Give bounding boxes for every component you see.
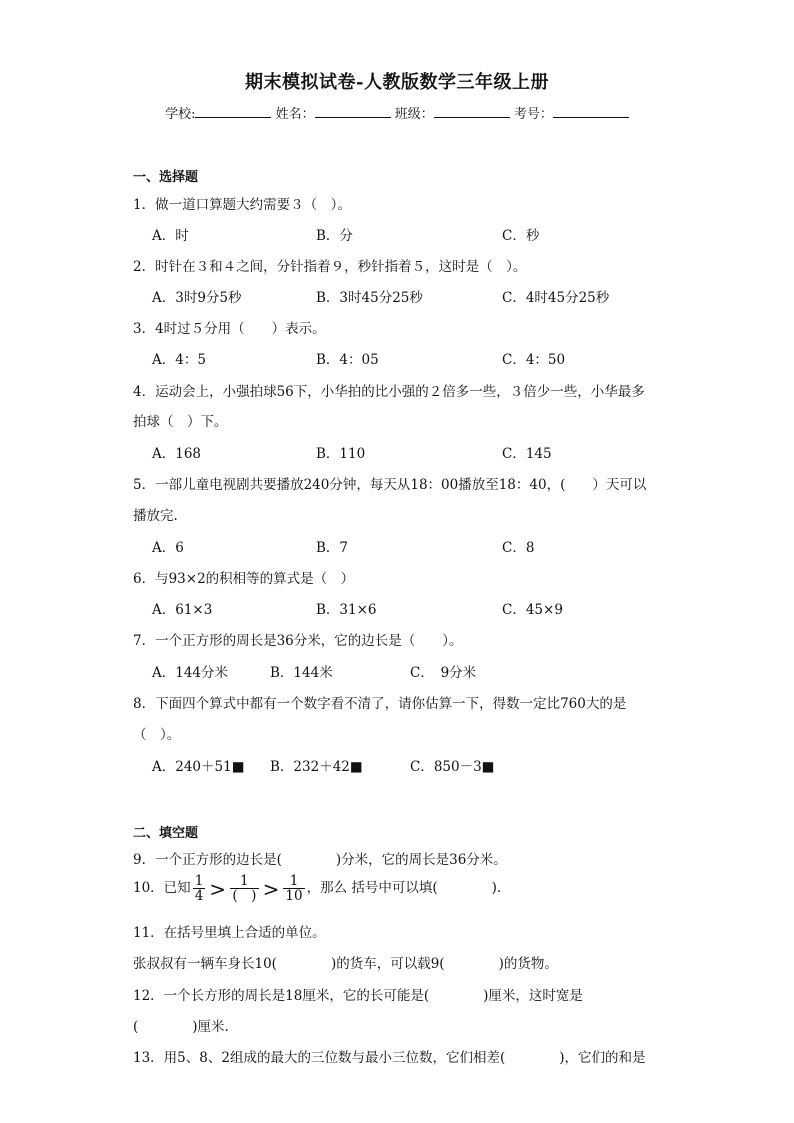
question-10-prefix: 10．已知 <box>133 880 191 896</box>
option-c[interactable]: C．秒 <box>502 228 540 244</box>
option-b[interactable]: B．110 <box>316 446 366 462</box>
question-10-suffix: ，那么 括号中可以填( ). <box>306 880 502 896</box>
question-7: 7．一个正方形的周长是36分米，它的边长是（ ）。 <box>133 633 463 649</box>
option-c[interactable]: C．850－3■ <box>410 759 495 775</box>
number-label: 考号： <box>513 107 553 122</box>
section-heading-fill: 二、填空题 <box>133 826 199 841</box>
greater-than-sign: > <box>209 876 227 901</box>
question-6: 6．与93×2的积相等的算式是（ ） <box>133 571 355 587</box>
option-b[interactable]: B．31×6 <box>316 602 377 618</box>
school-label: 学校: <box>165 107 196 122</box>
option-a[interactable]: A．6 <box>152 540 184 556</box>
option-c[interactable]: C．145 <box>502 446 552 462</box>
class-label: 班级： <box>394 107 434 122</box>
question-4-line-2: 拍球（ ）下。 <box>133 414 228 430</box>
option-b[interactable]: B．7 <box>316 540 349 556</box>
question-2: 2．时针在３和４之间，分针指着９，秒针指着５，这时是（ ）。 <box>133 259 527 275</box>
greater-than-sign: > <box>262 876 280 901</box>
question-10 <box>133 874 501 903</box>
question-5-line-2: 播放完. <box>133 508 178 524</box>
question-11-line-1: 11．在括号里填上合适的单位。 <box>133 925 326 941</box>
question-8-line-1: 8．下面四个算式中都有一个数字看不清了，请你估算一下，得数一定比760大的是 <box>133 696 627 712</box>
question-5-line-1: 5．一部儿童电视剧共要播放240分钟，每天从18：00播放至18：40，( ）天可以 <box>133 477 647 493</box>
question-11-line-2: 张叔叔有一辆车身长10( )的货车，可以载9( )的货物。 <box>133 956 558 972</box>
option-c[interactable]: C．8 <box>502 540 535 556</box>
question-1: 1．做一道口算题大约需要３（ ）。 <box>133 197 351 213</box>
option-b[interactable]: B．3时45分25秒 <box>316 290 423 306</box>
school-blank[interactable] <box>195 105 271 118</box>
student-info-row <box>0 103 794 122</box>
name-label: 姓名： <box>275 107 315 122</box>
question-12-line-2: ( )厘米. <box>133 1019 229 1035</box>
option-a[interactable]: A．3时9分5秒 <box>152 290 242 306</box>
question-9: 9．一个正方形的边长是( )分米，它的周长是36分米。 <box>133 852 507 868</box>
question-12-line-1: 12．一个长方形的周长是18厘米，它的长可能是( )厘米，这时宽是 <box>133 988 583 1004</box>
question-4-line-1: 4．运动会上，小强拍球56下，小华拍的比小强的２倍多一些，３倍少一些，小华最多 <box>133 384 645 400</box>
option-b[interactable]: B．分 <box>316 228 353 244</box>
fraction-2: $\frac{1}{( )}$ <box>230 874 259 903</box>
page-title: 期末模拟试卷-人教版数学三年级上册 <box>245 72 549 93</box>
option-c[interactable]: C．4：50 <box>502 352 566 368</box>
option-b[interactable]: B．232＋42■ <box>270 759 363 775</box>
option-b[interactable]: B．4：05 <box>316 352 379 368</box>
option-a[interactable]: A．4：5 <box>152 352 206 368</box>
name-blank[interactable] <box>315 105 391 118</box>
option-a[interactable]: A．240＋51■ <box>152 759 245 775</box>
option-c[interactable]: C． 9分米 <box>410 665 477 681</box>
option-b[interactable]: B．144米 <box>270 665 333 681</box>
option-a[interactable]: A．168 <box>152 446 202 462</box>
option-c[interactable]: C．45×9 <box>502 602 563 618</box>
number-blank[interactable] <box>553 105 629 118</box>
option-a[interactable]: A．61×3 <box>152 602 213 618</box>
question-13-line-1: 13．用5、8、2组成的最大的三位数与最小三位数，它们相差( )，它们的和是 <box>133 1050 646 1066</box>
section-heading-choice: 一、选择题 <box>133 170 199 185</box>
question-8-line-2: （ ）。 <box>133 727 181 743</box>
option-a[interactable]: A．144分米 <box>152 665 229 681</box>
fraction-3: $\frac{1}{10}$ <box>285 873 303 904</box>
question-3: 3．4时过５分用（ ）表示。 <box>133 321 326 337</box>
option-c[interactable]: C．4时45分25秒 <box>502 290 610 306</box>
option-a[interactable]: A．时 <box>152 228 189 244</box>
fraction-1: $\frac{1}{4}$ <box>194 873 204 904</box>
class-blank[interactable] <box>434 105 510 118</box>
